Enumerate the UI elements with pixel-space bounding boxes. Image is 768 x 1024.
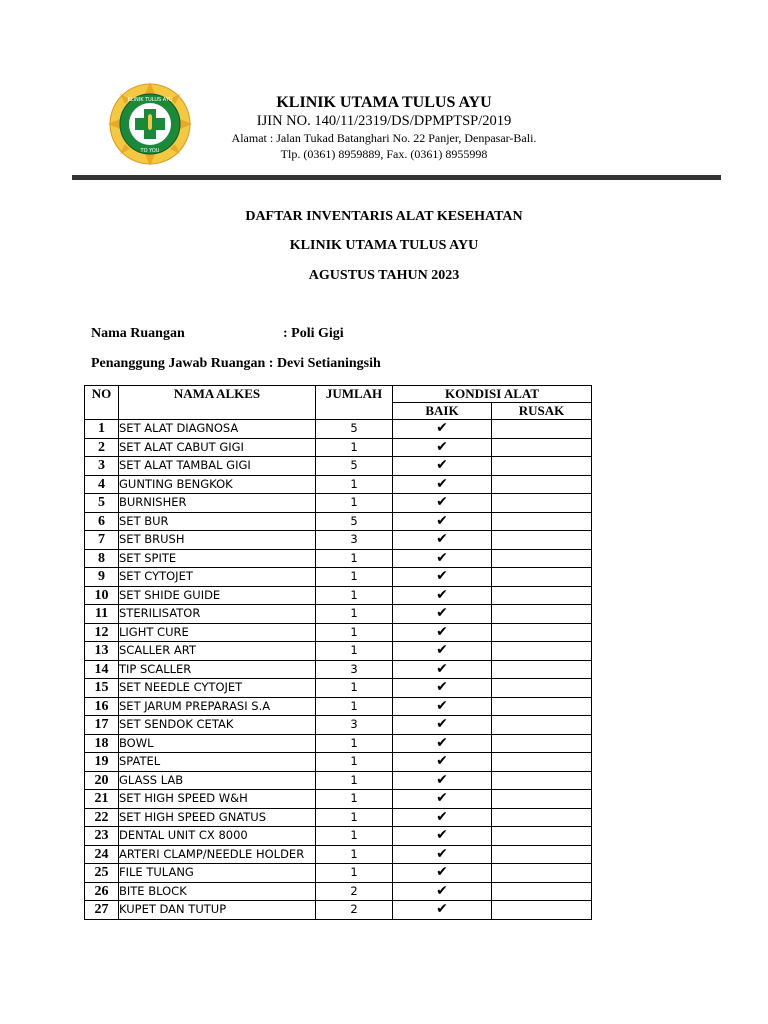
item-quantity: 1 xyxy=(316,605,393,624)
item-name: BURNISHER xyxy=(119,494,316,513)
condition-good-check-icon: ✔ xyxy=(393,642,492,661)
item-quantity: 1 xyxy=(316,734,393,753)
row-number: 17 xyxy=(85,716,119,735)
item-name: TIP SCALLER xyxy=(119,660,316,679)
table-row xyxy=(85,568,592,587)
table-row xyxy=(85,679,592,698)
condition-good-check-icon: ✔ xyxy=(393,494,492,513)
item-quantity: 2 xyxy=(316,901,393,920)
item-quantity: 3 xyxy=(316,716,393,735)
item-quantity: 5 xyxy=(316,512,393,531)
item-name: BOWL xyxy=(119,734,316,753)
condition-broken xyxy=(492,660,592,679)
item-name: SET NEEDLE CYTOJET xyxy=(119,679,316,698)
row-number: 22 xyxy=(85,808,119,827)
row-number: 10 xyxy=(85,586,119,605)
condition-broken xyxy=(492,753,592,772)
item-quantity: 5 xyxy=(316,457,393,476)
row-number: 8 xyxy=(85,549,119,568)
clinic-logo xyxy=(108,82,192,166)
item-name: STERILISATOR xyxy=(119,605,316,624)
row-number: 12 xyxy=(85,623,119,642)
item-quantity: 1 xyxy=(316,697,393,716)
condition-good-check-icon: ✔ xyxy=(393,457,492,476)
row-number: 23 xyxy=(85,827,119,846)
table-row xyxy=(85,420,592,439)
row-number: 26 xyxy=(85,882,119,901)
table-row xyxy=(85,845,592,864)
table-row xyxy=(85,660,592,679)
row-number: 3 xyxy=(85,457,119,476)
item-quantity: 1 xyxy=(316,586,393,605)
row-number: 27 xyxy=(85,901,119,920)
table-row xyxy=(85,771,592,790)
condition-broken xyxy=(492,808,592,827)
item-name: ARTERI CLAMP/NEEDLE HOLDER xyxy=(119,845,316,864)
item-name: SET HIGH SPEED GNATUS xyxy=(119,808,316,827)
item-quantity: 1 xyxy=(316,864,393,883)
condition-good-check-icon: ✔ xyxy=(393,549,492,568)
condition-broken xyxy=(492,475,592,494)
item-name: GLASS LAB xyxy=(119,771,316,790)
condition-broken xyxy=(492,457,592,476)
item-name: KUPET DAN TUTUP xyxy=(119,901,316,920)
item-quantity: 1 xyxy=(316,494,393,513)
condition-good-check-icon: ✔ xyxy=(393,623,492,642)
item-name: SPATEL xyxy=(119,753,316,772)
row-number: 13 xyxy=(85,642,119,661)
row-number: 7 xyxy=(85,531,119,550)
item-quantity: 1 xyxy=(316,642,393,661)
item-name: SET BRUSH xyxy=(119,531,316,550)
item-name: SET ALAT CABUT GIGI xyxy=(119,438,316,457)
header-divider xyxy=(72,175,721,180)
item-name: SET BUR xyxy=(119,512,316,531)
condition-broken xyxy=(492,827,592,846)
item-name: FILE TULANG xyxy=(119,864,316,883)
item-name: SET ALAT DIAGNOSA xyxy=(119,420,316,439)
item-quantity: 1 xyxy=(316,845,393,864)
condition-good-check-icon: ✔ xyxy=(393,716,492,735)
condition-good-check-icon: ✔ xyxy=(393,660,492,679)
condition-broken xyxy=(492,864,592,883)
item-name: SET ALAT TAMBAL GIGI xyxy=(119,457,316,476)
row-number: 19 xyxy=(85,753,119,772)
condition-broken xyxy=(492,623,592,642)
table-row xyxy=(85,586,592,605)
inventory-rows xyxy=(85,420,592,920)
row-number: 21 xyxy=(85,790,119,809)
table-row xyxy=(85,753,592,772)
item-name: SET HIGH SPEED W&H xyxy=(119,790,316,809)
table-row xyxy=(85,697,592,716)
row-number: 11 xyxy=(85,605,119,624)
item-quantity: 1 xyxy=(316,679,393,698)
condition-good-check-icon: ✔ xyxy=(393,512,492,531)
item-quantity: 1 xyxy=(316,568,393,587)
condition-good-check-icon: ✔ xyxy=(393,679,492,698)
row-number: 4 xyxy=(85,475,119,494)
table-row xyxy=(85,882,592,901)
table-row xyxy=(85,549,592,568)
condition-good-check-icon: ✔ xyxy=(393,586,492,605)
condition-broken xyxy=(492,494,592,513)
item-quantity: 1 xyxy=(316,549,393,568)
table-row xyxy=(85,734,592,753)
table-row xyxy=(85,438,592,457)
row-number: 9 xyxy=(85,568,119,587)
logo-text-bottom: TO YOU xyxy=(140,148,160,154)
condition-broken xyxy=(492,568,592,587)
item-name: SET CYTOJET xyxy=(119,568,316,587)
row-number: 14 xyxy=(85,660,119,679)
clinic-address: Alamat : Jalan Tukad Batanghari No. 22 Panjer, Denpasar-Bali. xyxy=(231,131,537,145)
document-subtitle: KLINIK UTAMA TULUS AYU xyxy=(289,238,479,253)
item-quantity: 1 xyxy=(316,475,393,494)
item-quantity: 1 xyxy=(316,790,393,809)
row-number: 15 xyxy=(85,679,119,698)
condition-good-check-icon: ✔ xyxy=(393,901,492,920)
condition-good-check-icon: ✔ xyxy=(393,605,492,624)
table-row xyxy=(85,808,592,827)
row-number: 5 xyxy=(85,494,119,513)
condition-broken xyxy=(492,605,592,624)
condition-good-check-icon: ✔ xyxy=(393,734,492,753)
logo-text-top: KLINIK TULUS AYU xyxy=(127,97,173,103)
condition-good-check-icon: ✔ xyxy=(393,438,492,457)
condition-broken xyxy=(492,642,592,661)
condition-good-check-icon: ✔ xyxy=(393,808,492,827)
item-quantity: 1 xyxy=(316,438,393,457)
condition-broken xyxy=(492,586,592,605)
condition-good-check-icon: ✔ xyxy=(393,420,492,439)
condition-good-check-icon: ✔ xyxy=(393,771,492,790)
row-number: 2 xyxy=(85,438,119,457)
document-period: AGUSTUS TAHUN 2023 xyxy=(308,268,460,283)
condition-broken xyxy=(492,771,592,790)
condition-good-check-icon: ✔ xyxy=(393,697,492,716)
item-name: SET SHIDE GUIDE xyxy=(119,586,316,605)
row-number: 20 xyxy=(85,771,119,790)
header-good: BAIK xyxy=(393,403,492,420)
header-name: NAMA ALKES xyxy=(119,386,316,420)
item-quantity: 1 xyxy=(316,753,393,772)
clinic-name: KLINIK UTAMA TULUS AYU xyxy=(276,94,492,111)
item-name: SCALLER ART xyxy=(119,642,316,661)
condition-good-check-icon: ✔ xyxy=(393,531,492,550)
condition-broken xyxy=(492,716,592,735)
row-number: 18 xyxy=(85,734,119,753)
item-quantity: 2 xyxy=(316,882,393,901)
table-row xyxy=(85,864,592,883)
condition-broken xyxy=(492,420,592,439)
item-name: BITE BLOCK xyxy=(119,882,316,901)
table-row xyxy=(85,827,592,846)
item-quantity: 1 xyxy=(316,827,393,846)
header-broken: RUSAK xyxy=(492,403,592,420)
item-quantity: 5 xyxy=(316,420,393,439)
item-name: GUNTING BENGKOK xyxy=(119,475,316,494)
condition-broken xyxy=(492,679,592,698)
table-row xyxy=(85,901,592,920)
condition-broken xyxy=(492,438,592,457)
header-qty: JUMLAH xyxy=(316,386,393,420)
condition-broken xyxy=(492,734,592,753)
table-row xyxy=(85,475,592,494)
condition-good-check-icon: ✔ xyxy=(393,827,492,846)
header-no: NO xyxy=(85,386,119,420)
room-pic: Penanggung Jawab Ruangan : Devi Setianingsih xyxy=(91,356,381,371)
condition-broken xyxy=(492,697,592,716)
table-row xyxy=(85,623,592,642)
item-quantity: 3 xyxy=(316,660,393,679)
clinic-phone: Tlp. (0361) 8959889, Fax. (0361) 8955998 xyxy=(280,147,488,161)
condition-good-check-icon: ✔ xyxy=(393,845,492,864)
condition-broken xyxy=(492,845,592,864)
row-number: 6 xyxy=(85,512,119,531)
item-name: LIGHT CURE xyxy=(119,623,316,642)
condition-good-check-icon: ✔ xyxy=(393,864,492,883)
condition-good-check-icon: ✔ xyxy=(393,568,492,587)
item-quantity: 1 xyxy=(316,808,393,827)
condition-good-check-icon: ✔ xyxy=(393,475,492,494)
row-number: 25 xyxy=(85,864,119,883)
condition-good-check-icon: ✔ xyxy=(393,790,492,809)
table-row xyxy=(85,642,592,661)
item-name: SET SENDOK CETAK xyxy=(119,716,316,735)
condition-broken xyxy=(492,531,592,550)
inventory-table xyxy=(84,385,592,920)
table-row xyxy=(85,716,592,735)
condition-broken xyxy=(492,790,592,809)
room-value: : Poli Gigi xyxy=(283,326,344,341)
row-number: 1 xyxy=(85,420,119,439)
table-row xyxy=(85,790,592,809)
table-row xyxy=(85,494,592,513)
table-row xyxy=(85,605,592,624)
row-number: 16 xyxy=(85,697,119,716)
item-name: SET JARUM PREPARASI S.A xyxy=(119,697,316,716)
condition-good-check-icon: ✔ xyxy=(393,882,492,901)
table-row xyxy=(85,531,592,550)
header-condition: KONDISI ALAT xyxy=(393,386,592,403)
item-quantity: 1 xyxy=(316,771,393,790)
table-row xyxy=(85,457,592,476)
table-row xyxy=(85,512,592,531)
condition-broken xyxy=(492,549,592,568)
item-quantity: 1 xyxy=(316,623,393,642)
condition-good-check-icon: ✔ xyxy=(393,753,492,772)
condition-broken xyxy=(492,901,592,920)
document-title: DAFTAR INVENTARIS ALAT KESEHATAN xyxy=(245,209,523,224)
row-number: 24 xyxy=(85,845,119,864)
item-quantity: 3 xyxy=(316,531,393,550)
item-name: SET SPITE xyxy=(119,549,316,568)
item-name: DENTAL UNIT CX 8000 xyxy=(119,827,316,846)
permit-number: IJIN NO. 140/11/2319/DS/DPMPTSP/2019 xyxy=(256,113,512,129)
condition-broken xyxy=(492,512,592,531)
room-label: Nama Ruangan xyxy=(91,326,185,341)
condition-broken xyxy=(492,882,592,901)
